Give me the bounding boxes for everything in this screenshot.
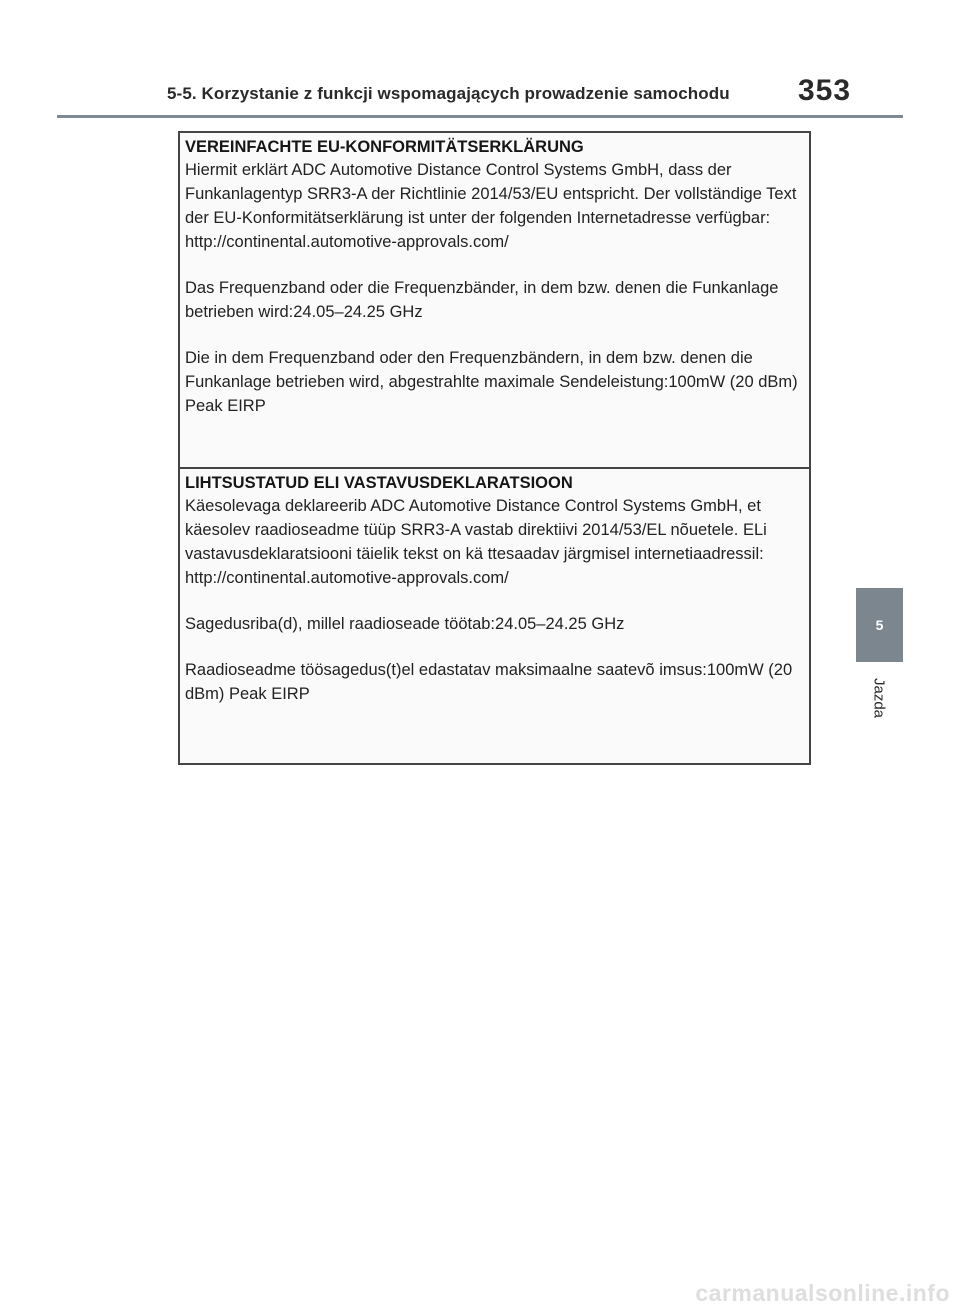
page-header-title: 5-5. Korzystanie z funkcji wspomagających prowadzenie samochodu bbox=[167, 84, 730, 103]
declaration-paragraph: Hiermit erklärt ADC Automotive Distance Control Systems GmbH, dass der Funkanlagentyp SRR3-A der Richtlinie 2014/53/EU entspricht. Der vollständige Text der EU-Konformitätserklärung ist unter der folgenden Internetadresse verfügbar: http://continental.automotive-approvals.com/ bbox=[185, 161, 797, 251]
declaration-estonian bbox=[180, 467, 809, 762]
declaration-heading: LIHTSUSTATUD ELI VASTAVUSDEKLARATSIOON bbox=[185, 474, 573, 492]
declaration-paragraph: Raadioseadme töösagedus(t)el edastatav maksimaalne saatevõ imsus:100mW (20 dBm) Peak EIRP bbox=[185, 661, 793, 703]
page-number: 353 bbox=[798, 74, 852, 107]
chapter-tab-label: Jazda bbox=[870, 677, 888, 719]
header-divider bbox=[57, 115, 903, 118]
declaration-heading: VEREINFACHTE EU-KONFORMITÄTSERKLÄRUNG bbox=[185, 138, 584, 156]
chapter-tab-number: 5 bbox=[875, 617, 884, 633]
declaration-paragraph: Das Frequenzband oder die Frequenzbänder, in dem bzw. denen die Funkanlage betrieben wird:24.05–24.25 GHz bbox=[185, 279, 779, 321]
site-watermark: carmanualsonline.info bbox=[695, 1280, 950, 1306]
declaration-paragraph: Sagedusriba(d), millel raadioseade töötab:24.05–24.25 GHz bbox=[185, 615, 625, 633]
declaration-german bbox=[180, 133, 809, 467]
declaration-paragraph: Die in dem Frequenzband oder den Frequenzbändern, in dem bzw. denen die Funkanlage betrieben wird, abgestrahlte maximale Sendeleistung:100mW (20 dBm) Peak EIRP bbox=[185, 349, 798, 415]
declaration-paragraph: Käesolevaga deklareerib ADC Automotive Distance Control Systems GmbH, et käesolev raadioseadme tüüp SRR3-A vastab direktiivi 2014/53/EL nõuetele. ELi vastavusdeklaratsiooni täielik tekst on kä ttesaadav järgmisel internetiaadressil: http://continental.automotive-approvals.com/ bbox=[185, 497, 767, 587]
declaration-box bbox=[178, 131, 811, 765]
chapter-tab[interactable] bbox=[856, 588, 903, 662]
